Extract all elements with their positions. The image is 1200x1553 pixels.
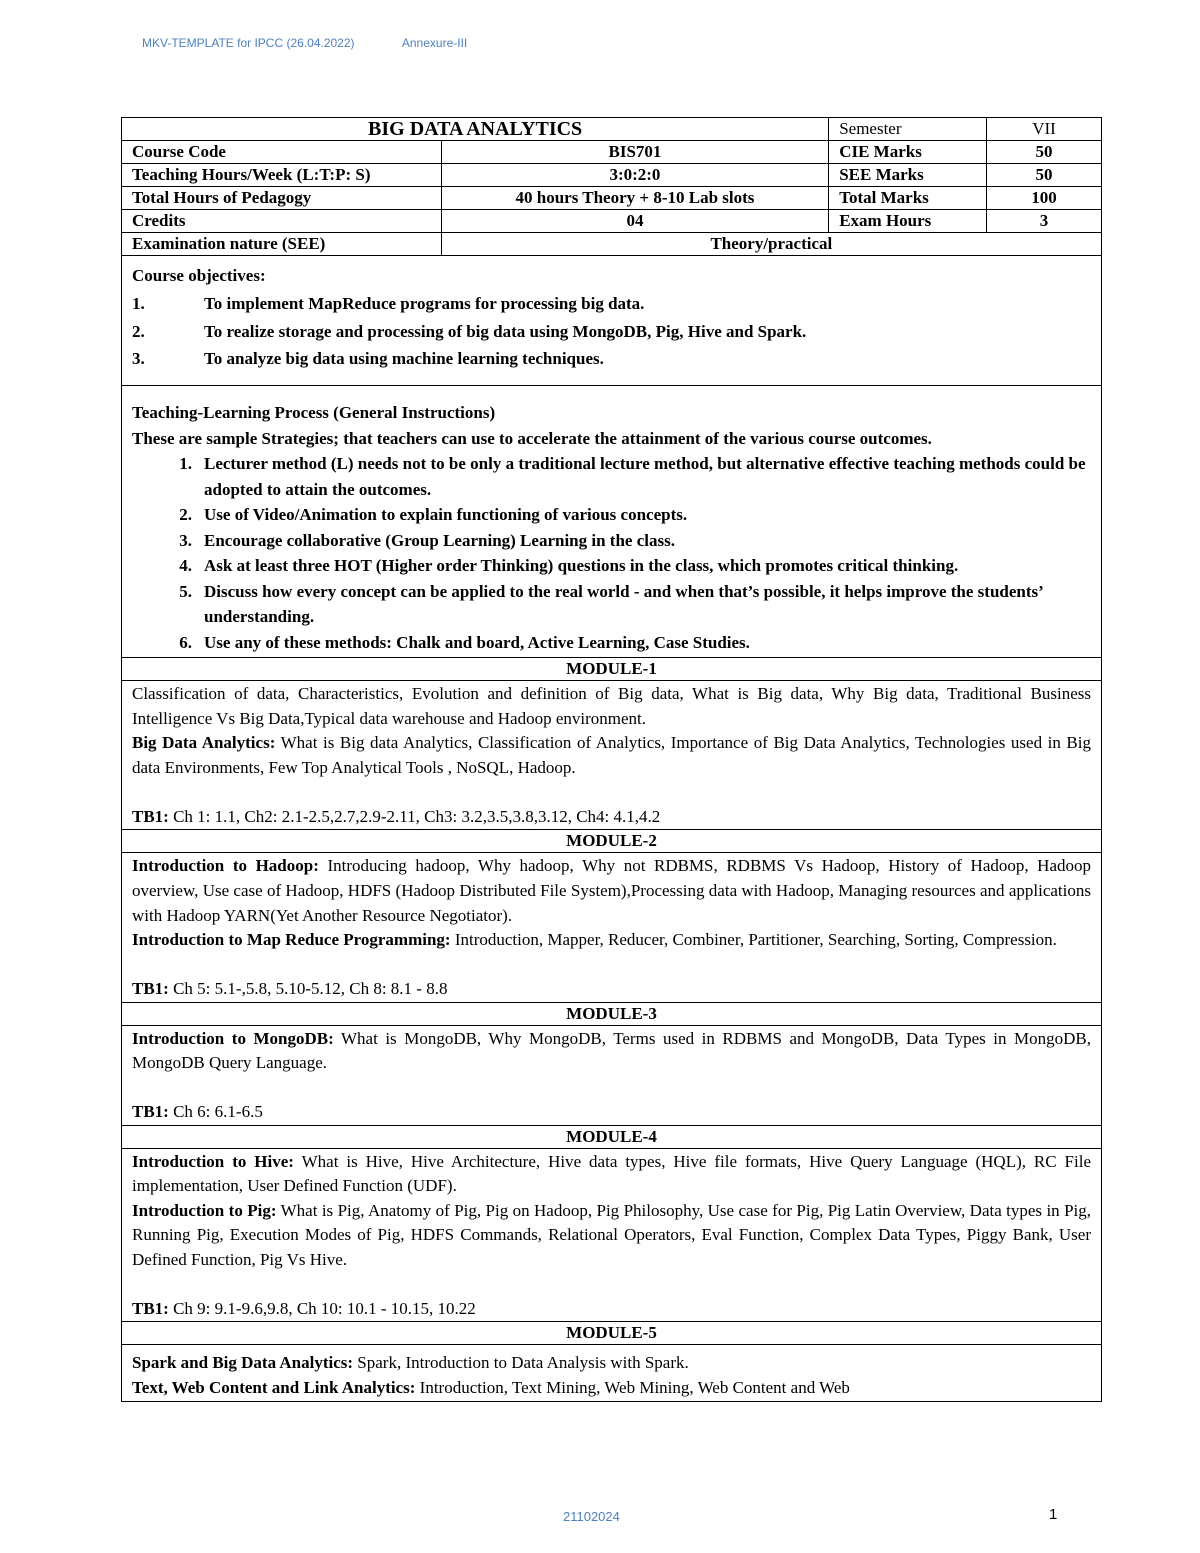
textbook-reference [132, 1297, 1091, 1322]
module-paragraph: Classification of data, Characteristics, Evolution and definition of Big data, What is Big data, Why Big data, Traditional Business Intelligence Vs Big Data,Typical data warehouse and Hadoop environment. [132, 684, 1091, 728]
objective-item [132, 320, 1091, 344]
tlp-item-number: 1. [179, 454, 192, 474]
topic-heading: Introduction to Hadoop: [132, 856, 319, 876]
page-number: 1 [1049, 1506, 1058, 1523]
module-paragraph [132, 731, 1091, 780]
teaching-hours-label: Teaching Hours/Week (L:T:P: S) [122, 164, 442, 187]
module-5-header [122, 1322, 1102, 1345]
topic-text: What is Big data Analytics, Classification of Analytics, Importance of Big Data Analytics, Technologies used in Big data Environments, Few Top Analytical Tools , NoSQL, Hadoop. [132, 733, 1091, 778]
cie-marks-label: CIE Marks [829, 141, 987, 164]
module-paragraph [132, 854, 1091, 928]
pedagogy-label: Total Hours of Pedagogy [122, 187, 442, 210]
cie-marks-value: 50 [987, 141, 1102, 164]
topic-heading: Introduction to Map Reduce Programming: [132, 930, 451, 950]
template-label: MKV-TEMPLATE for IPCC (26.04.2022) [142, 36, 355, 50]
topic-text: What is MongoDB, Why MongoDB, Terms used in RDBMS and MongoDB, Data Types in MongoDB, MongoDB Query Language. [132, 1028, 1091, 1073]
course-code-value: BIS701 [441, 141, 829, 164]
textbook-label: TB1: [132, 1298, 169, 1318]
textbook-reference [132, 1100, 1091, 1125]
tlp-item-number: 6. [179, 632, 192, 652]
textbook-label: TB1: [132, 806, 169, 826]
tlp-item [132, 630, 1091, 656]
credits-label: Credits [122, 210, 442, 233]
module-paragraph [132, 1351, 1091, 1376]
exam-hours-label: Exam Hours [829, 210, 987, 233]
module-content [122, 1025, 1102, 1125]
module-title: MODULE-5 [122, 1322, 1102, 1345]
module-5-body [122, 1345, 1102, 1401]
tlp-item-number: 3. [179, 530, 192, 550]
module-3-body [122, 1025, 1102, 1125]
credits-row [122, 210, 1102, 233]
module-4-header [122, 1125, 1102, 1148]
topic-heading: Text, Web Content and Link Analytics: [132, 1378, 416, 1397]
pedagogy-row [122, 187, 1102, 210]
objective-number: 3. [132, 349, 145, 369]
module-title: MODULE-2 [122, 830, 1102, 853]
tlp-item-text: Encourage collaborative (Group Learning) Learning in the class. [204, 530, 675, 550]
objective-item [132, 292, 1091, 316]
module-paragraph [132, 1027, 1091, 1076]
teaching-hours-row [122, 164, 1102, 187]
exam-nature-row [122, 233, 1102, 256]
tlp-item [132, 579, 1091, 630]
annexure-label: Annexure-III [401, 36, 468, 50]
module-content [122, 853, 1102, 1002]
tlp-intro: These are sample Strategies; that teachers can use to accelerate the attainment of the various course outcomes. [132, 428, 932, 448]
exam-nature-label: Examination nature (SEE) [122, 233, 442, 256]
teaching-learning-process [122, 386, 1102, 658]
tlp-item-text: Lecturer method (L) needs not to be only a traditional lecture method, but alternative effective teaching methods could be adopted to attain the outcomes. [204, 454, 1086, 499]
see-marks-value: 50 [987, 164, 1102, 187]
tlp-item [132, 528, 1091, 554]
pedagogy-value: 40 hours Theory + 8-10 Lab slots [441, 187, 829, 210]
module-title: MODULE-3 [122, 1002, 1102, 1025]
objective-item [132, 347, 1091, 371]
tlp-item-text: Use any of these methods: Chalk and board, Active Learning, Case Studies. [204, 632, 750, 652]
textbook-label: TB1: [132, 978, 169, 998]
tlp-item-number: 4. [179, 556, 192, 576]
exam-hours-value: 3 [987, 210, 1102, 233]
total-marks-value: 100 [987, 187, 1102, 210]
course-title: BIG DATA ANALYTICS [122, 118, 829, 141]
module-paragraph [132, 928, 1091, 953]
teaching-hours-value: 3:0:2:0 [441, 164, 829, 187]
module-content [122, 1148, 1102, 1322]
textbook-chapters: Ch 9: 9.1-9.6,9.8, Ch 10: 10.1 - 10.15, 10.22 [168, 1298, 476, 1318]
course-objectives [122, 256, 1102, 386]
textbook-chapters: Ch 5: 5.1-,5.8, 5.10-5.12, Ch 8: 8.1 - 8.8 [168, 978, 448, 998]
objective-text: To realize storage and processing of big data using MongoDB, Pig, Hive and Spark. [204, 321, 807, 341]
objectives-heading: Course objectives: [132, 266, 266, 285]
objective-text: To implement MapReduce programs for processing big data. [204, 293, 645, 313]
total-marks-label: Total Marks [829, 187, 987, 210]
teaching-learning-row [122, 386, 1102, 658]
module-paragraph [132, 1150, 1091, 1199]
topic-text: Introduction, Text Mining, Web Mining, Web Content and Web [415, 1378, 850, 1397]
tlp-item-text: Ask at least three HOT (Higher order Thinking) questions in the class, which promotes critical thinking. [204, 556, 959, 576]
objective-text: To analyze big data using machine learning techniques. [204, 349, 604, 369]
module-paragraph [132, 1376, 1091, 1401]
module-content [122, 681, 1102, 830]
objective-number: 2. [132, 321, 145, 341]
topic-text: What is Pig, Anatomy of Pig, Pig on Hadoop, Pig Philosophy, Use case for Pig, Pig Latin Overview, Data types in Pig, Running Pig, Execution Modes of Pig, HDFS Commands, Relational Operators, Eval Function, Complex Data Types, Piggy Bank, User Defined Function, Pig Vs Hive. [132, 1200, 1092, 1270]
credits-value: 04 [441, 210, 829, 233]
module-1-body [122, 681, 1102, 830]
title-row [122, 118, 1102, 141]
course-code-label: Course Code [122, 141, 442, 164]
module-title: MODULE-4 [122, 1125, 1102, 1148]
textbook-reference [132, 805, 1091, 830]
course-code-row [122, 141, 1102, 164]
objective-number: 1. [132, 293, 145, 313]
tlp-item-number: 5. [179, 581, 192, 601]
topic-text: Introducing hadoop, Why hadoop, Why not RDBMS, RDBMS Vs Hadoop, History of Hadoop, Hadoop overview, Use case of Hadoop, HDFS (Hadoop Distributed File System),Processing data with Hadoop, Managing resources and applications with Hadoop YARN(Yet Another Resource Negotiator). [132, 856, 1092, 925]
tlp-item [132, 553, 1091, 579]
course-syllabus-table [121, 117, 1102, 1402]
see-marks-label: SEE Marks [829, 164, 987, 187]
semester-value: VII [987, 118, 1102, 141]
page-header [142, 36, 467, 50]
module-4-body [122, 1148, 1102, 1322]
module-content [122, 1345, 1102, 1401]
module-2-body [122, 853, 1102, 1002]
tlp-item [132, 502, 1091, 528]
topic-heading: Introduction to MongoDB: [132, 1028, 334, 1048]
topic-heading: Spark and Big Data Analytics: [132, 1353, 354, 1373]
module-1-header [122, 658, 1102, 681]
module-title: MODULE-1 [122, 658, 1102, 681]
tlp-heading: Teaching-Learning Process (General Instructions) [132, 403, 496, 423]
module-2-header [122, 830, 1102, 853]
semester-label: Semester [829, 118, 987, 141]
textbook-reference [132, 977, 1091, 1002]
objectives-row [122, 256, 1102, 386]
topic-text: What is Hive, Hive Architecture, Hive data types, Hive file formats, Hive Query Language (HQL), RC File implementation, User Defined Function (UDF). [132, 1151, 1091, 1196]
topic-heading: Big Data Analytics: [132, 733, 276, 753]
exam-nature-value: Theory/practical [441, 233, 1101, 256]
textbook-label: TB1: [132, 1101, 169, 1121]
tlp-item-number: 2. [179, 505, 192, 525]
module-3-header [122, 1002, 1102, 1025]
module-paragraph [132, 1199, 1091, 1273]
topic-text: Spark, Introduction to Data Analysis with Spark. [353, 1353, 689, 1373]
topic-text: Introduction, Mapper, Reducer, Combiner, Partitioner, Searching, Sorting, Compression. [450, 930, 1057, 950]
topic-heading: Introduction to Hive: [132, 1151, 294, 1171]
tlp-item-text: Discuss how every concept can be applied to the real world - and when that’s possible, it helps improve the students’ understanding. [204, 581, 1043, 627]
tlp-item-text: Use of Video/Animation to explain functioning of various concepts. [204, 505, 688, 525]
textbook-chapters: Ch 6: 6.1-6.5 [168, 1101, 263, 1121]
footer-code: 21102024 [563, 1509, 620, 1524]
topic-heading: Introduction to Pig: [132, 1200, 277, 1220]
textbook-chapters: Ch 1: 1.1, Ch2: 2.1-2.5,2.7,2.9-2.11, Ch3: 3.2,3.5,3.8,3.12, Ch4: 4.1,4.2 [168, 806, 661, 826]
tlp-item [132, 451, 1091, 502]
